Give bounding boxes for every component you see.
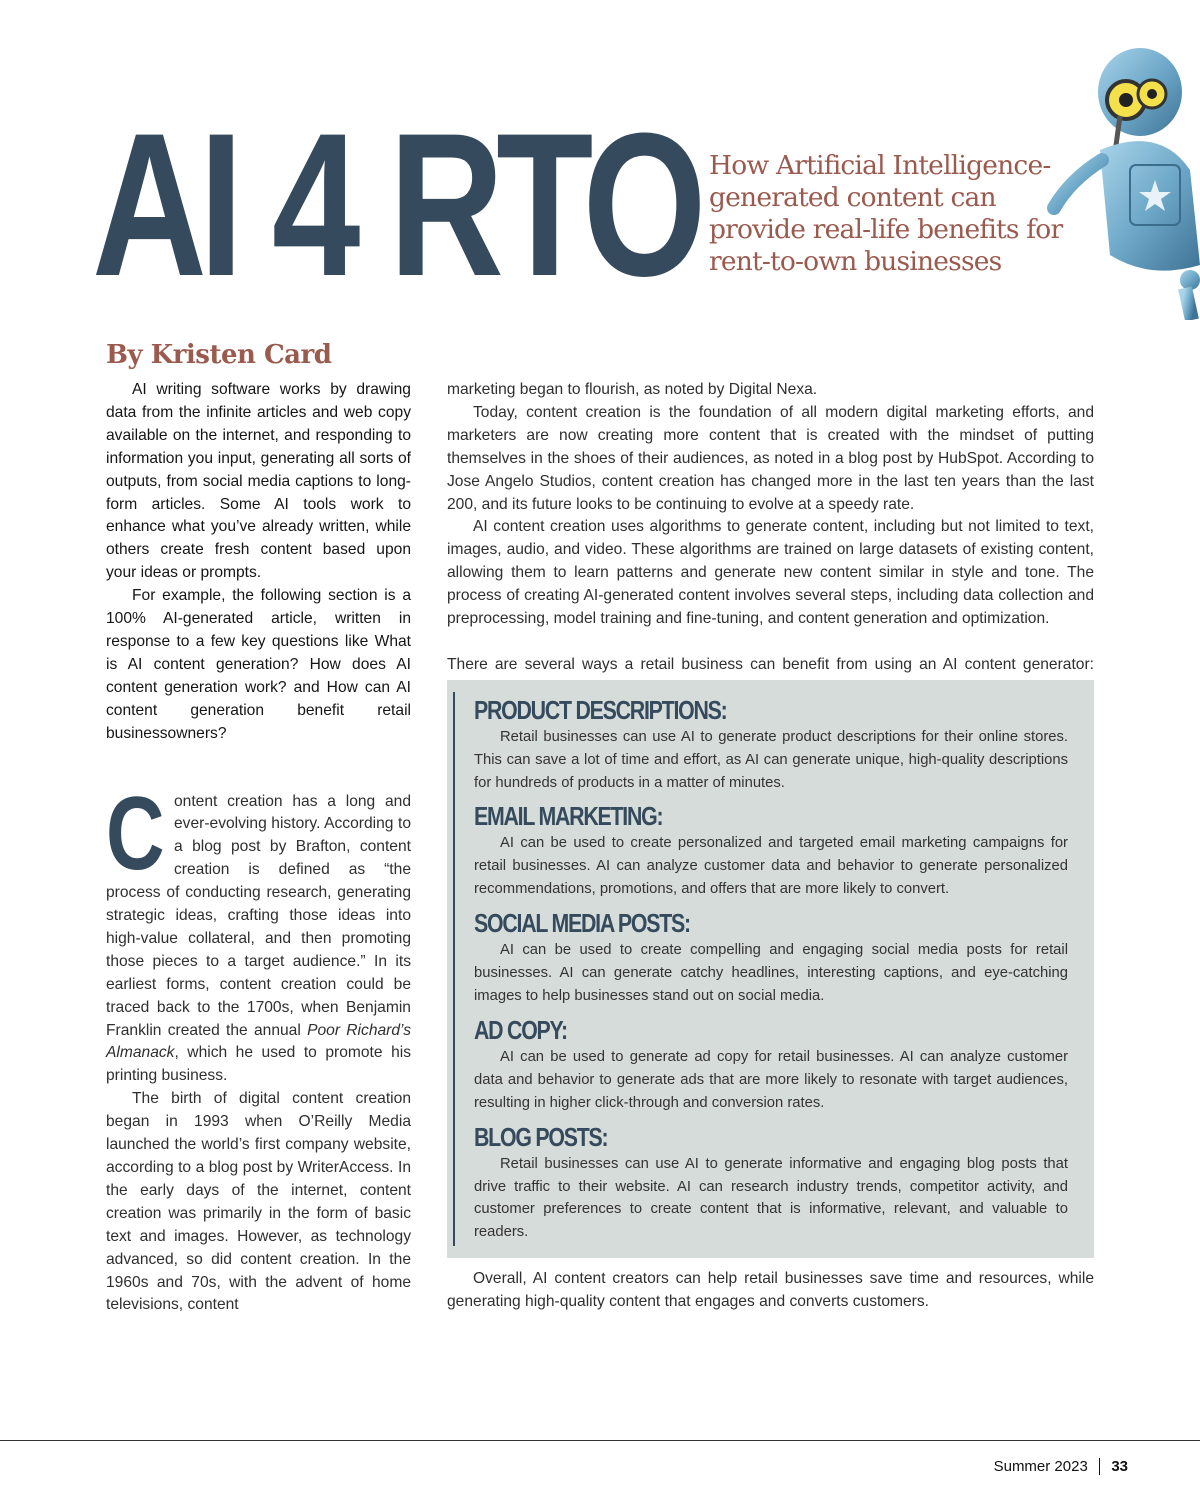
- left-column: [106, 379, 411, 1317]
- sidebar-text: AI can be used to create personalized and targeted email marketing campaigns for retail businesses. AI can analyze customer data and behavior to generate personalized recommendations, promotions, and offers that are more likely to convert.: [474, 835, 1068, 898]
- sidebar-item-social-media-posts: [474, 907, 1068, 1008]
- robot-illustration: [1040, 30, 1200, 320]
- body-paragraph-3: Today, content creation is the foundation of all modern digital marketing efforts, and marketers are now creating more content that is created with the mindset of putting themselves in the shoes of their audiences, as noted in a blog post by HubSpot. According to Jose Angelo Studios, content creation has changed more in the last ten years than the last 200, and its future looks to be continuing to evolve at a speedy rate.: [447, 403, 1094, 513]
- sidebar-heading: BLOG POSTS:: [474, 1121, 608, 1152]
- sidebar-text: AI can be used to create compelling and engaging social media posts for retail businesses. AI can generate catchy headlines, interesting captions, and eye-catching images to help businesses stand out on social media.: [474, 942, 1068, 1005]
- intro-paragraph-1: AI writing software works by drawing data from the infinite articles and web copy available on the internet, and responding to information you input, generating all sorts of outputs, from social media captions to long-form articles. Some AI tools work to enhance what you’ve already written, while others create fresh content based upon your ideas or prompts.: [106, 381, 411, 582]
- sidebar-heading: SOCIAL MEDIA POSTS:: [474, 908, 690, 939]
- footer-rule: [0, 1440, 1200, 1441]
- sidebar-item-email-marketing: [474, 800, 1068, 901]
- benefits-sidebar: [447, 680, 1094, 1259]
- issue-label: Summer 2023: [993, 1458, 1088, 1475]
- sidebar-text: Retail businesses can use AI to generate informative and engaging blog posts that drive traffic to their website. AI can research industry trends, competitor activity, and customer preferences to create content that is informative, relevant, and valuable to readers.: [474, 1155, 1068, 1241]
- drop-cap: C: [106, 775, 165, 892]
- sidebar-lead-in: There are several ways a retail business can benefit from using an AI content generator:: [447, 655, 1094, 673]
- byline: By Kristen Card: [106, 340, 332, 370]
- footer-separator: [1099, 1458, 1101, 1475]
- sidebar-rule: [453, 692, 455, 1247]
- body-paragraph-1: Content creation has a long and ever-evolving history. According to a blog post by Brafton, content creation is defined as “the process of conducting research, generating strategic ideas, crafting those ideas into high-value collateral, and then promoting those pieces to a target audience.” In its earliest forms, content creation could be traced back to the 1700s, when Benjamin Franklin created the annual Poor Richard’s Almanack, which he used to promote his printing business.: [106, 775, 412, 1085]
- sidebar-heading: AD COPY:: [474, 1014, 567, 1045]
- sidebar-text: AI can be used to generate ad copy for retail businesses. AI can analyze customer data and behavior to generate ads that are more likely to resonate with target audiences, resulting in higher click-through and conversion rates.: [474, 1048, 1068, 1111]
- sidebar-text: Retail businesses can use AI to generate product descriptions for their online stores. This can save a lot of time and effort, as AI can generate unique, high-quality descriptions for hundreds of products in a matter of minutes.: [474, 728, 1068, 791]
- sidebar-item-ad-copy: [474, 1014, 1068, 1115]
- article-title: AI 4 RTO: [92, 91, 699, 319]
- body-paragraph-4: AI content creation uses algorithms to generate content, including but not limited to text, images, audio, and video. These algorithms are trained on large datasets of existing content, allowing them to learn patterns and generate new content similar in style and tone. The process of creating AI-generated content involves several steps, including data collection and preprocessing, model training and fine-tuning, and content generation and optimization.: [447, 518, 1094, 628]
- sidebar-item-blog-posts: [474, 1121, 1068, 1245]
- page-footer: [994, 1458, 1128, 1475]
- sidebar-heading: PRODUCT DESCRIPTIONS:: [474, 694, 727, 725]
- sidebar-item-product-descriptions: [474, 694, 1068, 795]
- article-deck: How Artificial Intelligence-generated content can provide real-life benefits for rent-to-own businesses: [709, 150, 1063, 277]
- body-paragraph-2-continued: marketing began to flourish, as noted by Digital Nexa.: [447, 381, 818, 398]
- intro-paragraph-2: For example, the following section is a 100% AI-generated article, written in response to a few key questions like What is AI content generation? How does AI content generation work? and How can AI content generation benefit retail businessowners?: [106, 587, 411, 742]
- body-paragraph-2: The birth of digital content creation began in 1993 when O’Reilly Media launched the world’s first company website, according to a blog post by WriterAccess. In the early days of the internet, content creation was primarily in the form of basic text and images. However, as technology advanced, so did content creation. In the 1960s and 70s, with the advent of home televisions, content: [106, 1090, 411, 1314]
- sidebar-heading: EMAIL MARKETING:: [474, 801, 663, 832]
- right-column: [447, 379, 1094, 1314]
- page-number: 33: [1111, 1458, 1128, 1475]
- closing-paragraph: Overall, AI content creators can help retail businesses save time and resources, while generating high-quality content that engages and converts customers.: [447, 1270, 1094, 1311]
